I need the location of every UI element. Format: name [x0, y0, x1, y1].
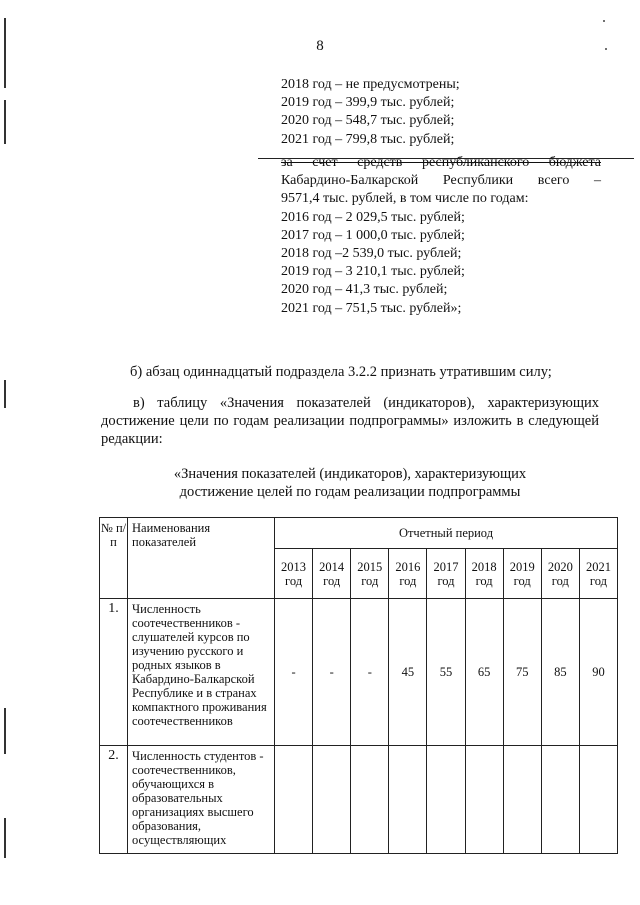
funding-line: 2020 год – 548,7 тыс. рублей; [281, 113, 455, 129]
funding-line: 2019 год – 399,9 тыс. рублей; [281, 95, 455, 111]
year-header: 2018 год [465, 549, 503, 599]
table-cell: 45 [389, 599, 427, 746]
table-cell: 65 [465, 599, 503, 746]
table-cell: - [351, 599, 389, 746]
table-cell [465, 746, 503, 854]
regional-budget-line2: Кабардино-Балкарской Республики всего – [281, 173, 601, 189]
funding-line: 2021 год – 751,5 тыс. рублей»; [281, 300, 462, 316]
table-cell [541, 746, 579, 854]
table-cell: - [313, 599, 351, 746]
margin-mark [4, 380, 6, 408]
table-row [100, 599, 618, 746]
col-name-header: Наименования показателей [128, 518, 275, 599]
table-cell [503, 746, 541, 854]
row-indicator-name: Численность соотечественников - слушателей курсов по изучению русского и родных языков в Кабардино-Балкарской Республике и в странах компактного проживания соотечественников [128, 599, 275, 746]
margin-mark [4, 708, 6, 754]
table-cell [579, 746, 617, 854]
funding-line: 2020 год – 41,3 тыс. рублей; [281, 282, 448, 298]
funding-line: 2018 год –2 539,0 тыс. рублей; [281, 245, 462, 261]
paragraph-b: б) абзац одиннадцатый подраздела 3.2.2 признать утратившим силу; [130, 364, 552, 380]
year-header: 2020 год [541, 549, 579, 599]
table-cell [351, 746, 389, 854]
table-cell [427, 746, 465, 854]
col-num-header: № п/п [100, 518, 128, 599]
paragraph-v: в) таблицу «Значения показателей (индикаторов), характеризующих достижение цели по годам реализации подпрограммы» изложить в следующей редакции: [101, 395, 599, 447]
funding-line: 2017 год – 1 000,0 тыс. рублей; [281, 227, 465, 243]
table-cell [275, 746, 313, 854]
table-cell: 75 [503, 599, 541, 746]
regional-budget-line3: 9571,4 тыс. рублей, в том числе по годам: [281, 191, 529, 207]
table-title-line1: «Значения показателей (индикаторов), характеризующих [173, 466, 527, 482]
year-header: 2015 год [351, 549, 389, 599]
indicators-table [99, 517, 618, 854]
year-header: 2013 год [275, 549, 313, 599]
year-header: 2019 год [503, 549, 541, 599]
table-cell [389, 746, 427, 854]
table-cell: - [275, 599, 313, 746]
year-header: 2016 год [389, 549, 427, 599]
funding-line: 2019 год – 3 210,1 тыс. рублей; [281, 264, 465, 280]
table-title-line2: достижение целей по годам реализации подпрограммы [179, 484, 521, 500]
table-cell: 85 [541, 599, 579, 746]
margin-mark [4, 818, 6, 858]
table-header-row [100, 518, 618, 549]
table-cell: 55 [427, 599, 465, 746]
year-header: 2014 год [313, 549, 351, 599]
scan-dot [603, 20, 605, 22]
year-header: 2021 год [579, 549, 617, 599]
row-number: 2. [100, 746, 128, 854]
funding-line: 2021 год – 799,8 тыс. рублей; [281, 131, 455, 147]
page-number: 8 [316, 38, 324, 54]
table-cell: 90 [579, 599, 617, 746]
year-header: 2017 год [427, 549, 465, 599]
funding-line: 2018 год – не предусмотрены; [281, 77, 460, 92]
regional-budget-line1: за счет средств республиканского бюджета [281, 155, 601, 170]
regional-budget-block [281, 154, 601, 318]
row-indicator-name: Численность студентов - соотечественников, обучающихся в образовательных организациях высшего образования, осуществляющих [128, 746, 275, 854]
funding-line: 2016 год – 2 029,5 тыс. рублей; [281, 209, 465, 225]
funding-list-top [281, 76, 460, 149]
row-number: 1. [100, 599, 128, 746]
table-cell [313, 746, 351, 854]
period-header: Отчетный период [275, 518, 618, 549]
table-row [100, 746, 618, 854]
margin-mark [4, 100, 6, 144]
